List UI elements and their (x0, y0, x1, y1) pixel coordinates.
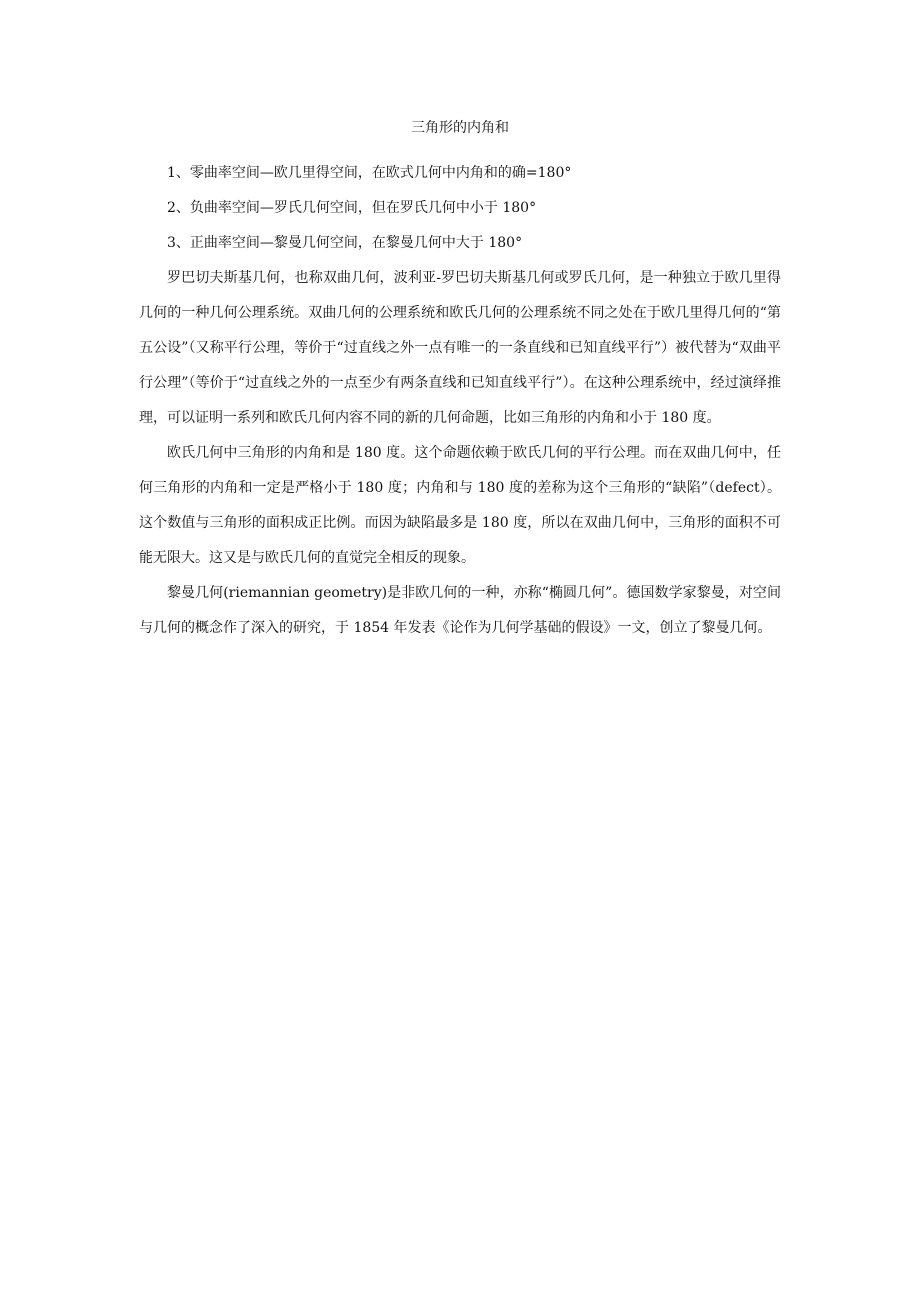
paragraph-hyperbolic-geometry: 罗巴切夫斯基几何，也称双曲几何，波利亚-罗巴切夫斯基几何或罗氏几何，是一种独立于欧几里得几何的一种几何公理系统。双曲几何的公理系统和欧氏几何的公理系统不同之处在于欧几里得几何的“第五公设”（又称平行公理，等价于“过直线之外一点有唯一的一条直线和已知直线平行”）被代替为“双曲平行公理”（等价于“过直线之外的一点至少有两条直线和已知直线平行”）。在这种公理系统中，经过演绎推理，可以证明一系列和欧氏几何内容不同的新的几何命题，比如三角形的内角和小于 180 度。 (139, 270, 781, 426)
list-item-zero-curvature: 1、零曲率空间—欧几里得空间，在欧式几何中内角和的确=180° (167, 165, 572, 181)
paragraph-triangle-defect: 欧氏几何中三角形的内角和是 180 度。这个命题依赖于欧氏几何的平行公理。而在双曲几何中，任何三角形的内角和一定是严格小于 180 度；内角和与 180 度的差称为这个三角形的“缺陷”（defect）。这个数值与三角形的面积成正比例。而因为缺陷最多是 180 度，所以在双曲几何中，三角形的面积不可能无限大。这又是与欧氏几何的直觉完全相反的现象。 (139, 445, 781, 566)
document-page (139, 118, 781, 646)
list-item-positive-curvature: 3、正曲率空间—黎曼几何空间，在黎曼几何中大于 180° (167, 235, 523, 251)
paragraph-riemannian-geometry: 黎曼几何(riemannian geometry)是非欧几何的一种，亦称“椭圆几何”。德国数学家黎曼，对空间与几何的概念作了深入的研究，于 1854 年发表《论作为几何学基础的假设》一文，创立了黎曼几何。 (139, 585, 781, 636)
list-item-negative-curvature: 2、负曲率空间—罗氏几何空间，但在罗氏几何中小于 180° (167, 200, 537, 216)
document-title: 三角形的内角和 (411, 120, 509, 136)
